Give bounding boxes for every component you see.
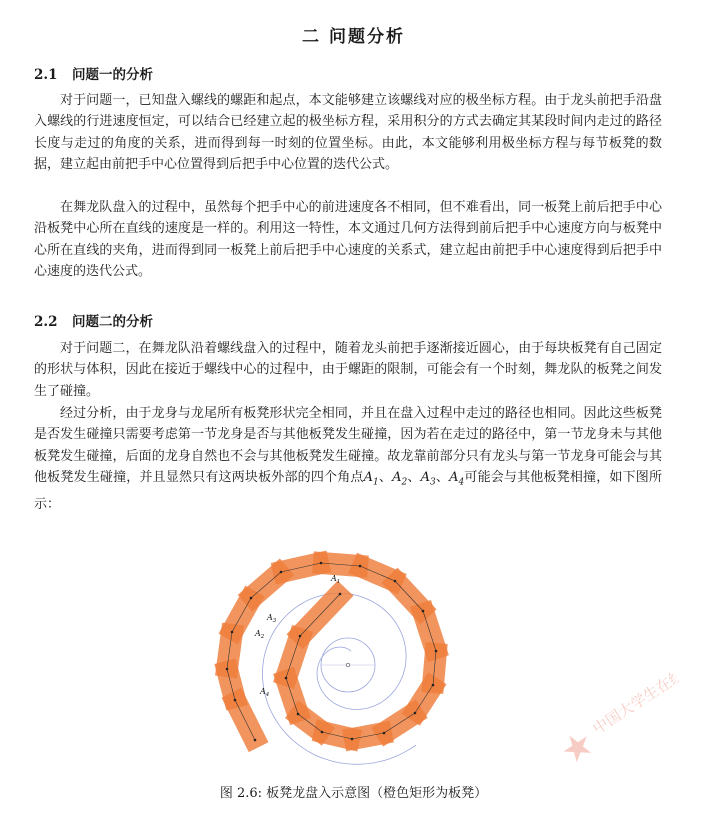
section-title-text: 问题一的分析 [72,67,153,83]
corner-label-a2: $A_2$ [255,629,265,640]
handle-point [435,650,438,653]
figure-caption: 图 2.6: 板凳龙盘入示意图（橙色矩形为板凳） [219,786,488,801]
handle-point [321,731,324,734]
handle-point [299,635,302,638]
handle-point [226,668,229,671]
section-heading-2-1 [34,63,153,83]
handle-point [339,593,342,596]
corner-point-a1: $A_1$ [363,470,379,488]
handle-point [359,565,362,568]
handle-point [297,713,300,716]
handle-point [394,580,397,583]
handle-point [254,739,257,742]
paragraph-with-corner-points: 经过分析，由于龙身与龙尾所有板凳形状完全相同，并且在盘入过程中走过的路径也相同。因此这些板凳是否发生碰撞只需要考虑第一节龙身是否与其他板凳发生碰撞，因为若在走过的路径中，第一节龙身未与其他板凳发生碰撞，后面的龙身自然也不会与其他板凳发生碰撞。故龙靠前部分只有龙头与第一节龙身可能会与其他板凳发生碰撞，并且显然只有这两块板外部的四个角点$A_1$、$A_2$、$A_3$、$A_4$可能会与其他板凳相撞，如下图所示： [34,406,662,513]
handle-point [422,610,425,613]
paragraph: 对于问题一，已知盘入螺线的螺距和起点，本文能够建立该螺线对应的极坐标方程。由于龙头前把手沿盘入螺线的行进速度恒定，可以结合已经建立起的极坐标方程，采用积分的方式去确定其某段时间内走过的路径长度与走过的角度的关系，进而得到每一时刻的位置坐标。由此，本文能够利用极坐标方程与每节板凳的数据，建立起由前把手中心位置得到后把手中心位置的迭代公式。 [34,93,662,173]
handle-point [234,699,237,702]
watermark-star-icon: ★ [552,721,603,774]
corner-point-a2: $A_2$ [392,470,408,488]
chapter-title: 二 问题分析 [302,27,405,47]
handle-point [280,571,283,574]
section-title-text: 问题二的分析 [72,314,153,330]
spiral-center-point [346,663,350,667]
corner-point-a3: $A_3$ [420,470,436,488]
corner-label-a4: $A_4$ [260,687,270,698]
paragraph: 在舞龙队盘入的过程中，虽然每个把手中心的前进速度各不相同，但不难看出，同一板凳上前后把手中心沿板凳中心所在直线的速度是一样的。利用这一特性，本文通过几何方法得到前后把手中心速度方向与板凳中心所在直线的夹角，进而得到同一板凳上前后把手中心速度的关系式，建立起由前把手中心速度得到后把手中心速度的迭代公式。 [34,200,662,280]
section-number: 2.2 [34,314,58,330]
handle-point [320,562,323,565]
corner-label-a3: $A_3$ [267,613,277,624]
handle-point [285,677,288,680]
bench-dragon-figure [200,528,490,773]
handle-point [250,597,253,600]
corner-label-a1: $A_1$ [331,574,341,585]
handle-point [383,732,386,735]
watermark-logo [540,648,696,783]
corner-point-a4: $A_4$ [449,470,465,488]
handle-point [414,712,417,715]
handle-point [432,684,435,687]
section-number: 2.1 [34,67,58,83]
handle-point [231,631,234,634]
paragraph-tail: 可能会与其他板凳相撞，如下图所示： [34,470,662,513]
paragraph: 对于问题二，在舞龙队沿着螺线盘入的过程中，随着龙头前把手逐渐接近圆心，由于每块板凳有自己固定的形状与体积，因此在接近于螺线中心的过程中，由于螺距的限制，可能会有一个时刻，舞龙队的板凳之间发生了碰撞。 [34,341,662,399]
paragraph-text: 经过分析，由于龙身与龙尾所有板凳形状完全相同，并且在盘入过程中走过的路径也相同。因此这些板凳是否发生碰撞只需要考虑第一节龙身是否与其他板凳发生碰撞，因为若在走过的路径中，第一节龙身未与其他板凳发生碰撞，后面的龙身自然也不会与其他板凳发生碰撞。故龙靠前部分只有龙头与第一节龙身可能会与其他板凳发生碰撞，并且显然只有这两块板外部的四个角点 [34,406,662,486]
section-heading-2-2 [34,310,153,330]
handle-point [351,738,354,741]
watermark-text: 中国大学生在线 [589,665,688,738]
